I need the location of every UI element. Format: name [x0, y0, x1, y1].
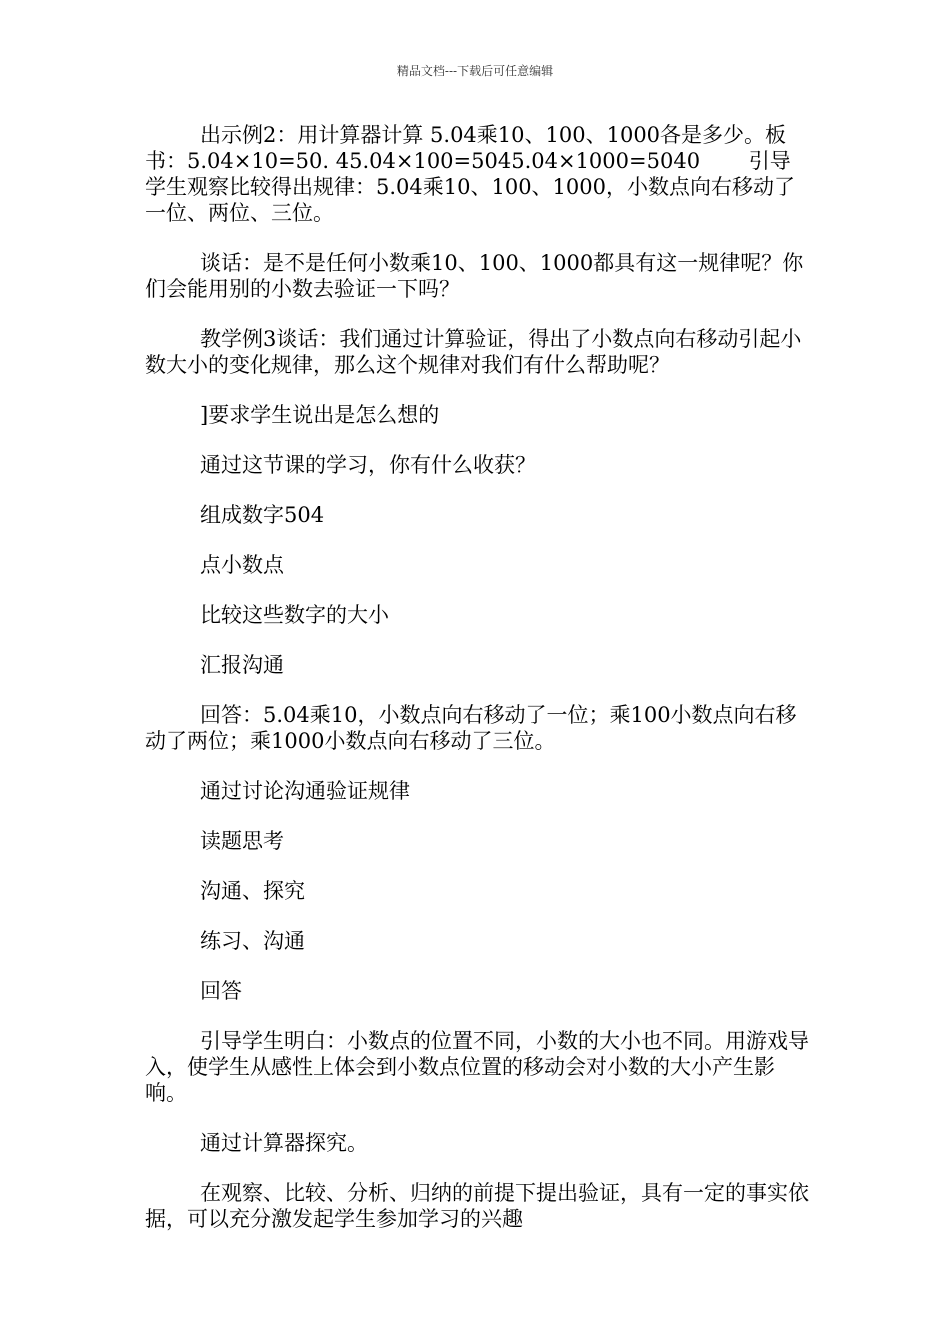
paragraph-example-2: 出示例2：用计算器计算 5.04乘10、100、1000各是多少。板书：5.04×10=50. 45.04×100=5045.04×1000=5040 引导学生观察比较得出规律：5.04乘10、100、1000，小数点向右移动了一位、两位、三位。	[145, 123, 796, 225]
paragraph-compare: 比较这些数字的大小	[200, 603, 389, 627]
paragraph-practice: 练习、沟通	[200, 929, 305, 953]
paragraph-report: 汇报沟通	[200, 653, 284, 677]
paragraph-guide: 引导学生明白：小数点的位置不同，小数的大小也不同。用游戏导入，使学生从感性上体会到小数点位置的移动会对小数的大小产生影响。	[145, 1029, 809, 1105]
paragraph-explore: 沟通、探究	[200, 879, 305, 903]
document-body	[145, 122, 810, 1256]
paragraph-conclusion: 在观察、比较、分析、归纳的前提下提出验证，具有一定的事实依据，可以充分激发起学生参加学习的兴趣	[145, 1181, 809, 1231]
paragraph-example-3: 教学例3谈话：我们通过计算验证，得出了小数点向右移动引起小数大小的变化规律，那么这个规律对我们有什么帮助呢？	[145, 327, 802, 377]
paragraph-answer: 回答：5.04乘10，小数点向右移动了一位；乘100小数点向右移动了两位；乘1000小数点向右移动了三位。	[145, 703, 797, 753]
paragraph-compose-number: 组成数字504	[200, 503, 325, 527]
paragraph-decimal-point: 点小数点	[200, 553, 284, 577]
paragraph-verify-rule: 通过讨论沟通验证规律	[200, 779, 410, 803]
paragraph-summary-question: 通过这节课的学习，你有什么收获？	[200, 453, 536, 477]
paragraph-answer-short: 回答	[200, 979, 242, 1003]
page-header: 精品文档---下载后可任意编辑	[396, 64, 554, 78]
paragraph-discussion: 谈话：是不是任何小数乘10、100、1000都具有这一规律呢？你们会能用别的小数去验证一下吗？	[145, 251, 804, 301]
paragraph-read-think: 读题思考	[200, 829, 284, 853]
paragraph-calculator: 通过计算器探究。	[200, 1131, 368, 1155]
paragraph-explain-thinking: ]要求学生说出是怎么想的	[200, 403, 440, 427]
